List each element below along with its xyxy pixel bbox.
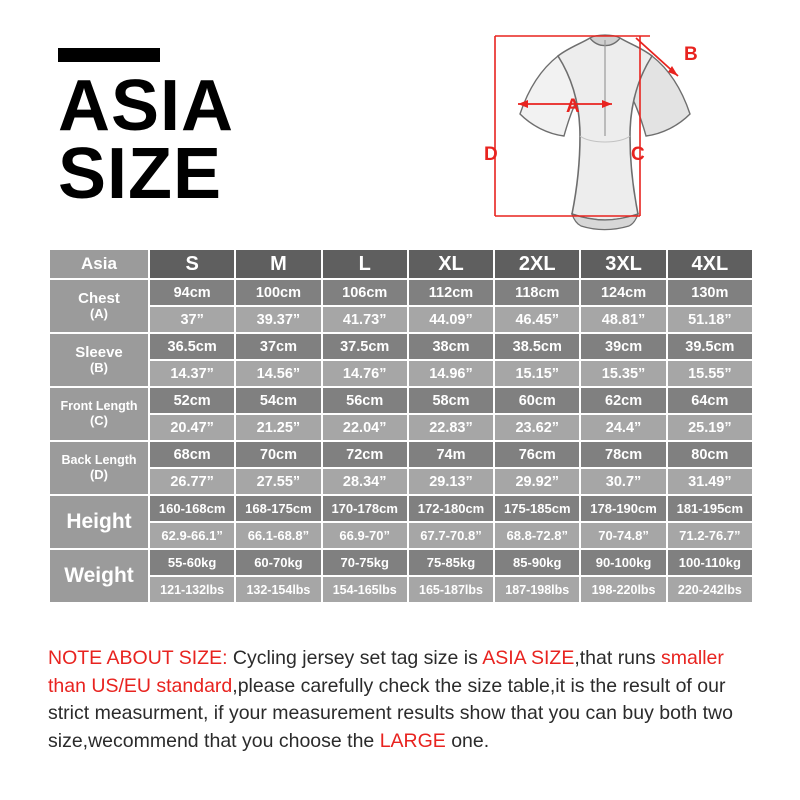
cell-back-metric-l: 72cm	[323, 442, 407, 467]
table-row	[50, 550, 752, 575]
cell-front-imperial-xl: 22.83”	[409, 415, 493, 440]
jersey-illustration-svg	[440, 18, 770, 238]
table-row	[50, 388, 752, 413]
cell-back-imperial-2xl: 29.92”	[495, 469, 579, 494]
label-d: D	[484, 144, 498, 165]
cell-sleeve-imperial-s: 14.37”	[150, 361, 234, 386]
cell-height-imperial-4xl: 71.2-76.7”	[668, 523, 752, 548]
cell-sleeve-metric-l: 37.5cm	[323, 334, 407, 359]
cell-back-metric-4xl: 80cm	[668, 442, 752, 467]
cell-front-metric-2xl: 60cm	[495, 388, 579, 413]
cell-weight-imperial-s: 121-132lbs	[150, 577, 234, 602]
row-label-sleeve	[50, 334, 148, 386]
cell-front-imperial-l: 22.04”	[323, 415, 407, 440]
size-table-body	[50, 250, 752, 602]
note-text-2: ,that runs	[574, 647, 662, 669]
cell-front-imperial-s: 20.47”	[150, 415, 234, 440]
cell-front-imperial-m: 21.25”	[236, 415, 320, 440]
cell-height-metric-s: 160-168cm	[150, 496, 234, 521]
cell-front-metric-3xl: 62cm	[581, 388, 665, 413]
cell-height-imperial-2xl: 68.8-72.8”	[495, 523, 579, 548]
row-label-height	[50, 496, 148, 548]
note-highlight-large: LARGE	[379, 730, 446, 753]
cell-weight-metric-xl: 75-85kg	[409, 550, 493, 575]
cell-front-imperial-4xl: 25.19”	[668, 415, 752, 440]
cell-front-metric-4xl: 64cm	[668, 388, 752, 413]
note-heading: NOTE ABOUT SIZE:	[48, 647, 228, 669]
cell-height-imperial-m: 66.1-68.8”	[236, 523, 320, 548]
cell-weight-imperial-3xl: 198-220lbs	[581, 577, 665, 602]
cell-height-metric-2xl: 175-185cm	[495, 496, 579, 521]
cell-back-imperial-m: 27.55”	[236, 469, 320, 494]
title-rule	[58, 48, 160, 62]
table-row	[50, 334, 752, 359]
cell-weight-metric-m: 60-70kg	[236, 550, 320, 575]
note-text-4: one.	[445, 730, 490, 753]
cell-weight-imperial-2xl: 187-198lbs	[495, 577, 579, 602]
cell-sleeve-imperial-m: 14.56”	[236, 361, 320, 386]
cell-front-metric-s: 52cm	[150, 388, 234, 413]
header-size-s: S	[150, 250, 234, 278]
header-size-m: M	[236, 250, 320, 278]
cell-sleeve-metric-s: 36.5cm	[150, 334, 234, 359]
cell-chest-imperial-4xl: 51.18”	[668, 307, 752, 332]
cell-chest-metric-2xl: 118cm	[495, 280, 579, 305]
label-a: A	[566, 96, 580, 117]
cell-height-imperial-s: 62.9-66.1”	[150, 523, 234, 548]
cell-chest-imperial-2xl: 46.45”	[495, 307, 579, 332]
header-size-2xl: 2XL	[495, 250, 579, 278]
cell-front-metric-xl: 58cm	[409, 388, 493, 413]
row-label-back-length-sub: (D)	[89, 466, 109, 482]
cell-sleeve-metric-4xl: 39.5cm	[668, 334, 752, 359]
cell-weight-imperial-4xl: 220-242lbs	[668, 577, 752, 602]
row-label-back-length	[50, 442, 148, 494]
note-text-3: ,please carefully check the size table,it is the result of our strict measurment, if your measurement results show that you can buy both two size,wecommend that you choose the	[48, 674, 733, 753]
table-row	[50, 361, 752, 386]
cell-height-imperial-l: 66.9-70”	[323, 523, 407, 548]
cell-weight-metric-2xl: 85-90kg	[495, 550, 579, 575]
cell-weight-metric-4xl: 100-110kg	[668, 550, 752, 575]
table-row	[50, 280, 752, 305]
cell-chest-imperial-3xl: 48.81”	[581, 307, 665, 332]
cell-sleeve-imperial-xl: 14.96”	[409, 361, 493, 386]
cell-height-metric-l: 170-178cm	[323, 496, 407, 521]
cell-front-metric-l: 56cm	[323, 388, 407, 413]
header-size-l: L	[323, 250, 407, 278]
cell-chest-imperial-m: 39.37”	[236, 307, 320, 332]
note-text-1: Cycling jersey set tag size is	[227, 647, 483, 669]
cell-weight-imperial-l: 154-165lbs	[323, 577, 407, 602]
row-label-back-length-text: Back Length	[61, 453, 137, 468]
row-label-front-length-sub: (C)	[89, 412, 109, 428]
note-highlight-smaller: smaller than US/EU standard	[48, 647, 724, 697]
cell-front-metric-m: 54cm	[236, 388, 320, 413]
cell-weight-metric-3xl: 90-100kg	[581, 550, 665, 575]
cell-back-imperial-l: 28.34”	[323, 469, 407, 494]
cell-weight-imperial-m: 132-154lbs	[236, 577, 320, 602]
cell-back-imperial-s: 26.77”	[150, 469, 234, 494]
row-label-weight	[50, 550, 148, 602]
row-label-height-text: Height	[66, 509, 132, 533]
cell-back-metric-s: 68cm	[150, 442, 234, 467]
cell-sleeve-imperial-l: 14.76”	[323, 361, 407, 386]
cell-weight-imperial-xl: 165-187lbs	[409, 577, 493, 602]
row-label-front-length	[50, 388, 148, 440]
label-c: C	[631, 144, 645, 165]
table-row	[50, 523, 752, 548]
page-title-line1: ASIA	[58, 66, 235, 146]
header-size-xl: XL	[409, 250, 493, 278]
jersey-diagram	[440, 18, 770, 238]
cell-sleeve-imperial-2xl: 15.15”	[495, 361, 579, 386]
cell-chest-imperial-s: 37”	[150, 307, 234, 332]
page-title-line2: SIZE	[58, 134, 223, 215]
cell-sleeve-metric-m: 37cm	[236, 334, 320, 359]
note-highlight-asia-size: ASIA SIZE	[482, 647, 575, 669]
cell-back-imperial-xl: 29.13”	[409, 469, 493, 494]
cell-back-imperial-4xl: 31.49”	[668, 469, 752, 494]
cell-height-metric-4xl: 181-195cm	[668, 496, 752, 521]
row-label-chest-text: Chest	[78, 289, 120, 307]
cell-back-metric-m: 70cm	[236, 442, 320, 467]
table-row	[50, 307, 752, 332]
cell-weight-metric-l: 70-75kg	[323, 550, 407, 575]
cell-height-imperial-3xl: 70-74.8”	[581, 523, 665, 548]
header-size-3xl: 3XL	[581, 250, 665, 278]
row-label-front-length-text: Front Length	[60, 399, 138, 414]
cell-height-metric-m: 168-175cm	[236, 496, 320, 521]
cell-chest-metric-3xl: 124cm	[581, 280, 665, 305]
table-row	[50, 442, 752, 467]
row-label-sleeve-text: Sleeve	[75, 343, 123, 361]
cell-sleeve-metric-2xl: 38.5cm	[495, 334, 579, 359]
cell-chest-metric-l: 106cm	[323, 280, 407, 305]
cell-chest-metric-s: 94cm	[150, 280, 234, 305]
table-row	[50, 496, 752, 521]
cell-chest-metric-4xl: 130m	[668, 280, 752, 305]
cell-front-imperial-2xl: 23.62”	[495, 415, 579, 440]
cell-front-imperial-3xl: 24.4”	[581, 415, 665, 440]
cell-back-metric-2xl: 76cm	[495, 442, 579, 467]
row-label-weight-text: Weight	[64, 563, 134, 587]
cell-chest-imperial-xl: 44.09”	[409, 307, 493, 332]
cell-chest-imperial-l: 41.73”	[323, 307, 407, 332]
row-label-sleeve-sub: (B)	[89, 360, 109, 376]
table-header-row	[50, 250, 752, 278]
row-label-chest	[50, 280, 148, 332]
table-row	[50, 415, 752, 440]
cell-back-metric-xl: 74m	[409, 442, 493, 467]
header-corner: Asia	[50, 250, 148, 278]
cell-sleeve-imperial-3xl: 15.35”	[581, 361, 665, 386]
page-title	[58, 66, 418, 215]
cell-back-imperial-3xl: 30.7”	[581, 469, 665, 494]
table-row	[50, 469, 752, 494]
cell-sleeve-imperial-4xl: 15.55”	[668, 361, 752, 386]
title-block	[58, 48, 418, 215]
cell-back-metric-3xl: 78cm	[581, 442, 665, 467]
cell-height-imperial-xl: 67.7-70.8”	[409, 523, 493, 548]
header-size-4xl: 4XL	[668, 250, 752, 278]
cell-chest-metric-m: 100cm	[236, 280, 320, 305]
cell-weight-metric-s: 55-60kg	[150, 550, 234, 575]
size-note	[48, 645, 760, 756]
cell-sleeve-metric-3xl: 39cm	[581, 334, 665, 359]
size-table	[48, 248, 754, 604]
cell-height-metric-xl: 172-180cm	[409, 496, 493, 521]
label-b: B	[684, 44, 698, 65]
cell-sleeve-metric-xl: 38cm	[409, 334, 493, 359]
table-row	[50, 577, 752, 602]
row-label-chest-sub: (A)	[89, 306, 109, 322]
cell-chest-metric-xl: 112cm	[409, 280, 493, 305]
cell-height-metric-3xl: 178-190cm	[581, 496, 665, 521]
